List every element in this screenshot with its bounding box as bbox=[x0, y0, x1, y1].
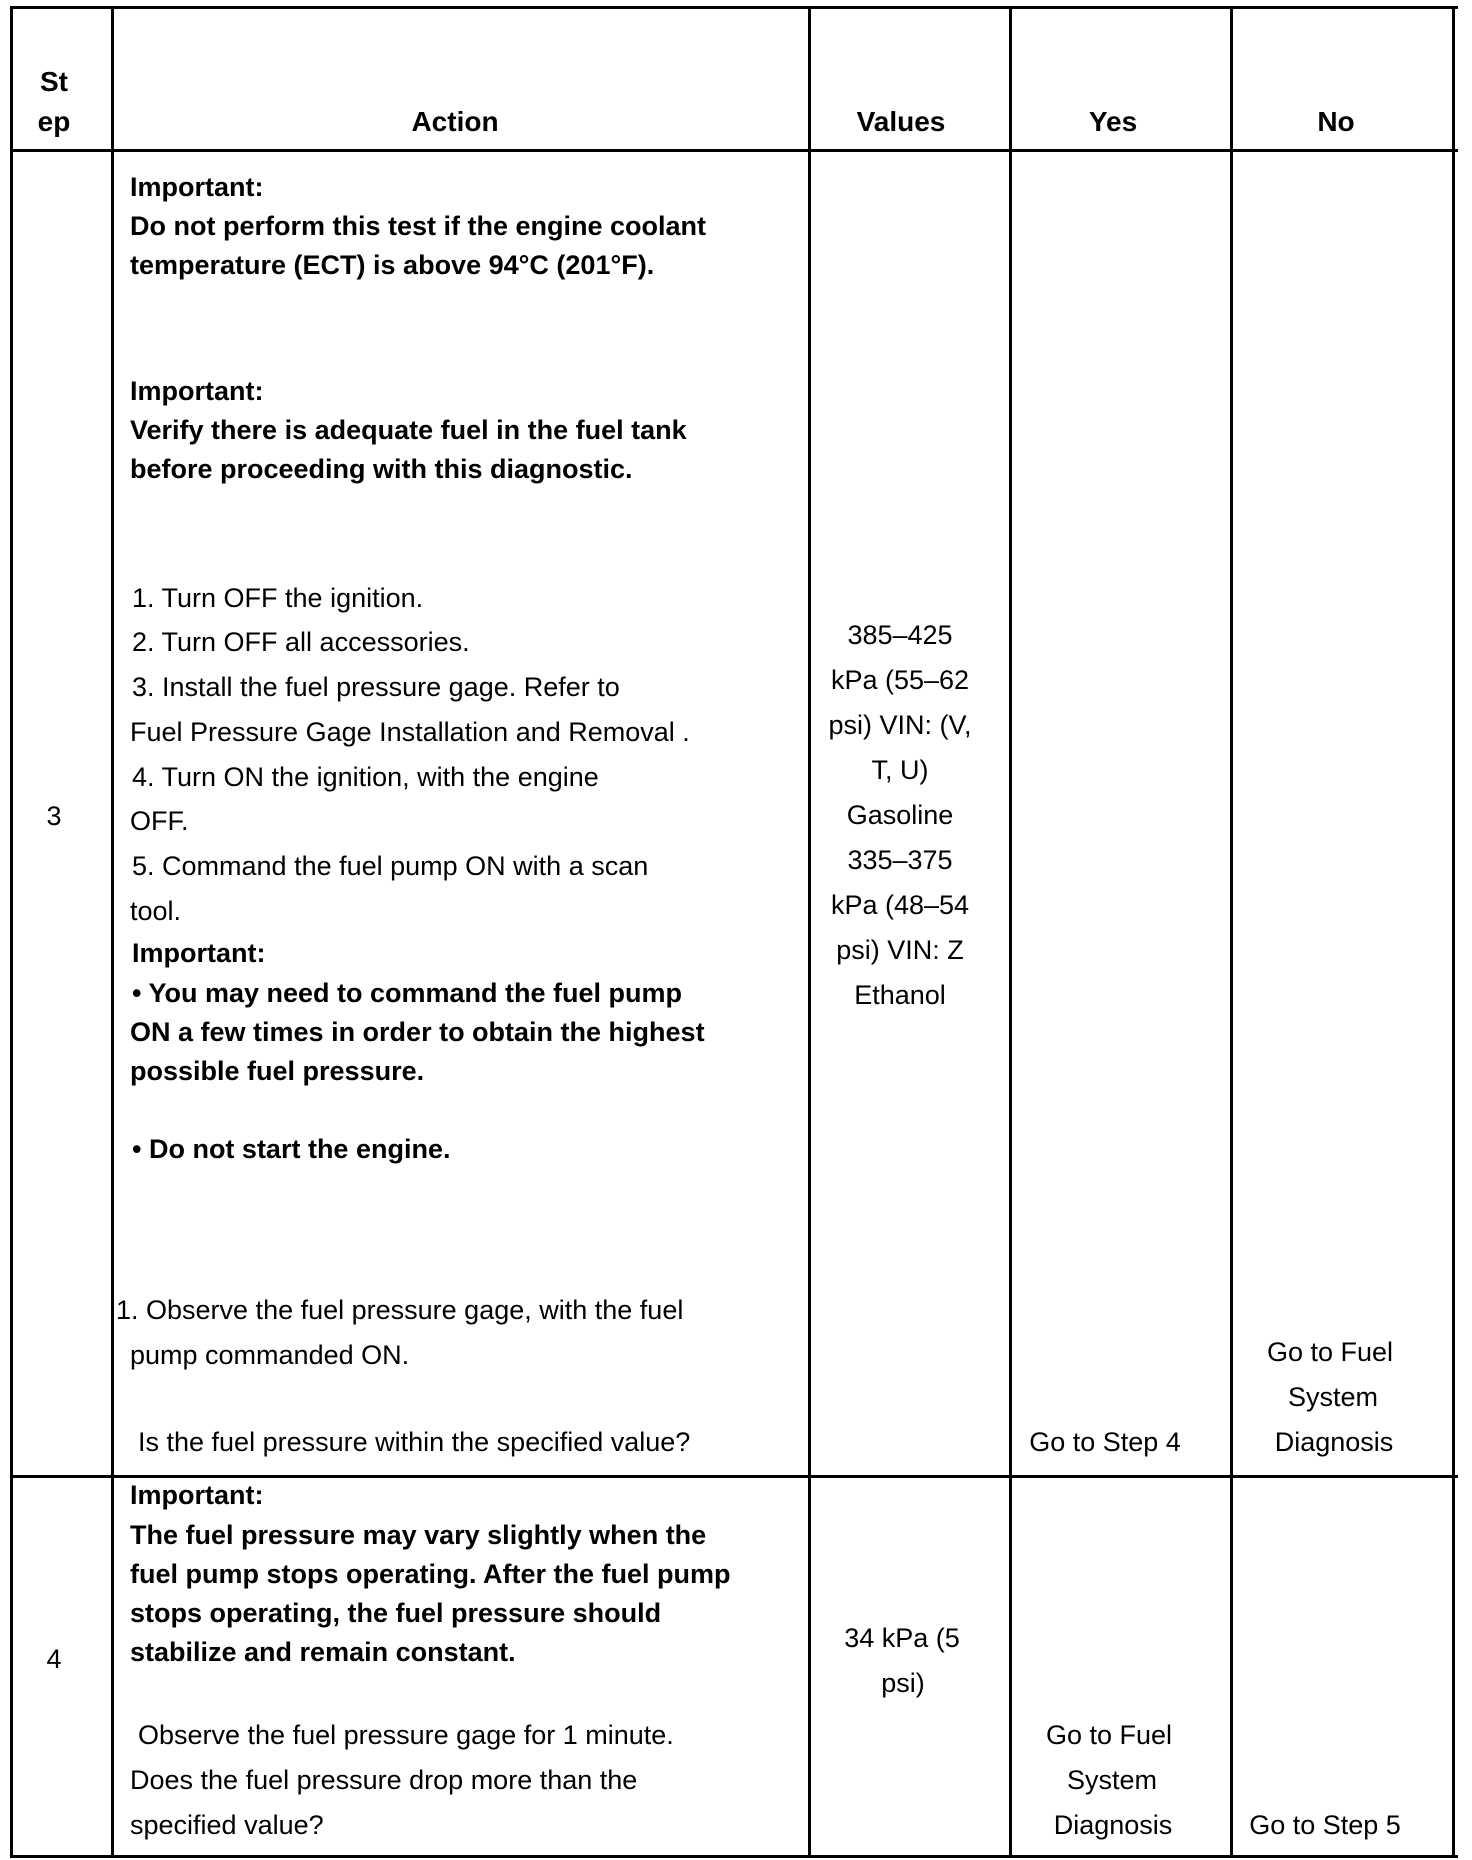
no-link[interactable]: Go to Step 5 bbox=[1249, 1810, 1401, 1840]
procedure-step: 1. Observe the fuel pressure gage, with the fuel bbox=[116, 1295, 684, 1325]
procedure-step: 4. Turn ON the ignition, with the engine bbox=[132, 762, 599, 792]
important-text: Do not perform this test if the engine coolant bbox=[130, 211, 707, 241]
header-values: Values bbox=[856, 106, 946, 137]
value-line: psi) VIN: (V, bbox=[828, 710, 972, 740]
step-number: 3 bbox=[46, 801, 62, 831]
important-text: Verify there is adequate fuel in the fuel tank bbox=[130, 415, 687, 445]
yes-link[interactable]: Diagnosis bbox=[1053, 1810, 1173, 1840]
procedure-step: pump commanded ON. bbox=[130, 1340, 410, 1370]
procedure-step: 5. Command the fuel pump ON with a scan bbox=[132, 851, 649, 881]
col-divider-step bbox=[111, 6, 114, 1858]
value-line: kPa (55–62 bbox=[830, 665, 970, 695]
table-border-right bbox=[1452, 6, 1455, 1858]
no-link[interactable]: Diagnosis bbox=[1274, 1427, 1394, 1457]
table-border-top bbox=[10, 6, 1458, 9]
value-line: T, U) bbox=[871, 755, 929, 785]
col-divider-yes bbox=[1230, 6, 1233, 1858]
important-text: The fuel pressure may vary slightly when the bbox=[130, 1520, 707, 1550]
procedure-step: 2. Turn OFF all accessories. bbox=[132, 627, 470, 657]
procedure-step: Fuel Pressure Gage Installation and Removal . bbox=[130, 717, 690, 747]
header-step-line1: St bbox=[40, 66, 68, 97]
important-text: stops operating, the fuel pressure should bbox=[130, 1598, 662, 1628]
table-border-bottom bbox=[10, 1855, 1458, 1858]
value-line: psi) bbox=[881, 1668, 925, 1698]
procedure-step: 3. Install the fuel pressure gage. Refer to bbox=[132, 672, 620, 702]
question-text: specified value? bbox=[130, 1810, 324, 1840]
important-bullet: • Do not start the engine. bbox=[132, 1134, 451, 1164]
procedure-step: tool. bbox=[130, 896, 182, 926]
important-text: fuel pump stops operating. After the fuel pump bbox=[130, 1559, 731, 1589]
header-step-line2: ep bbox=[37, 106, 71, 137]
header-divider bbox=[10, 149, 1458, 152]
header-action: Action bbox=[411, 106, 499, 137]
procedure-step: OFF. bbox=[130, 806, 189, 836]
procedure-step: Observe the fuel pressure gage for 1 minute. bbox=[138, 1720, 674, 1750]
value-line: psi) VIN: Z bbox=[836, 935, 964, 965]
important-label: Important: bbox=[130, 376, 264, 406]
important-bullet: • You may need to command the fuel pump bbox=[132, 978, 683, 1008]
col-divider-action bbox=[808, 6, 811, 1858]
question-text: Does the fuel pressure drop more than the bbox=[130, 1765, 638, 1795]
procedure-step: 1. Turn OFF the ignition. bbox=[132, 583, 424, 613]
yes-link[interactable]: Go to Fuel bbox=[1045, 1720, 1173, 1750]
important-label: Important: bbox=[130, 172, 264, 202]
value-line: 335–375 bbox=[847, 845, 953, 875]
value-line: 385–425 bbox=[847, 620, 953, 650]
important-text: stabilize and remain constant. bbox=[130, 1637, 516, 1667]
important-text: temperature (ECT) is above 94°C (201°F). bbox=[130, 250, 655, 280]
important-label: Important: bbox=[132, 938, 266, 968]
question-text: Is the fuel pressure within the specified value? bbox=[138, 1427, 691, 1457]
yes-link[interactable]: Go to Step 4 bbox=[1029, 1427, 1181, 1457]
col-divider-values bbox=[1009, 6, 1012, 1858]
value-line: Ethanol bbox=[854, 980, 946, 1010]
important-bullet: possible fuel pressure. bbox=[130, 1056, 425, 1086]
table-border-left bbox=[10, 6, 13, 1858]
value-line: kPa (48–54 bbox=[830, 890, 970, 920]
yes-link[interactable]: System bbox=[1066, 1765, 1158, 1795]
value-line: 34 kPa (5 bbox=[844, 1623, 960, 1653]
important-bullet: ON a few times in order to obtain the highest bbox=[130, 1017, 705, 1047]
important-text: before proceeding with this diagnostic. bbox=[130, 454, 633, 484]
header-no: No bbox=[1317, 106, 1355, 137]
important-label: Important: bbox=[130, 1480, 264, 1510]
header-yes: Yes bbox=[1088, 106, 1138, 137]
row-divider bbox=[10, 1475, 1458, 1478]
no-link[interactable]: Go to Fuel bbox=[1266, 1337, 1394, 1367]
value-line: Gasoline bbox=[846, 800, 954, 830]
no-link[interactable]: System bbox=[1287, 1382, 1379, 1412]
step-number: 4 bbox=[46, 1644, 62, 1674]
